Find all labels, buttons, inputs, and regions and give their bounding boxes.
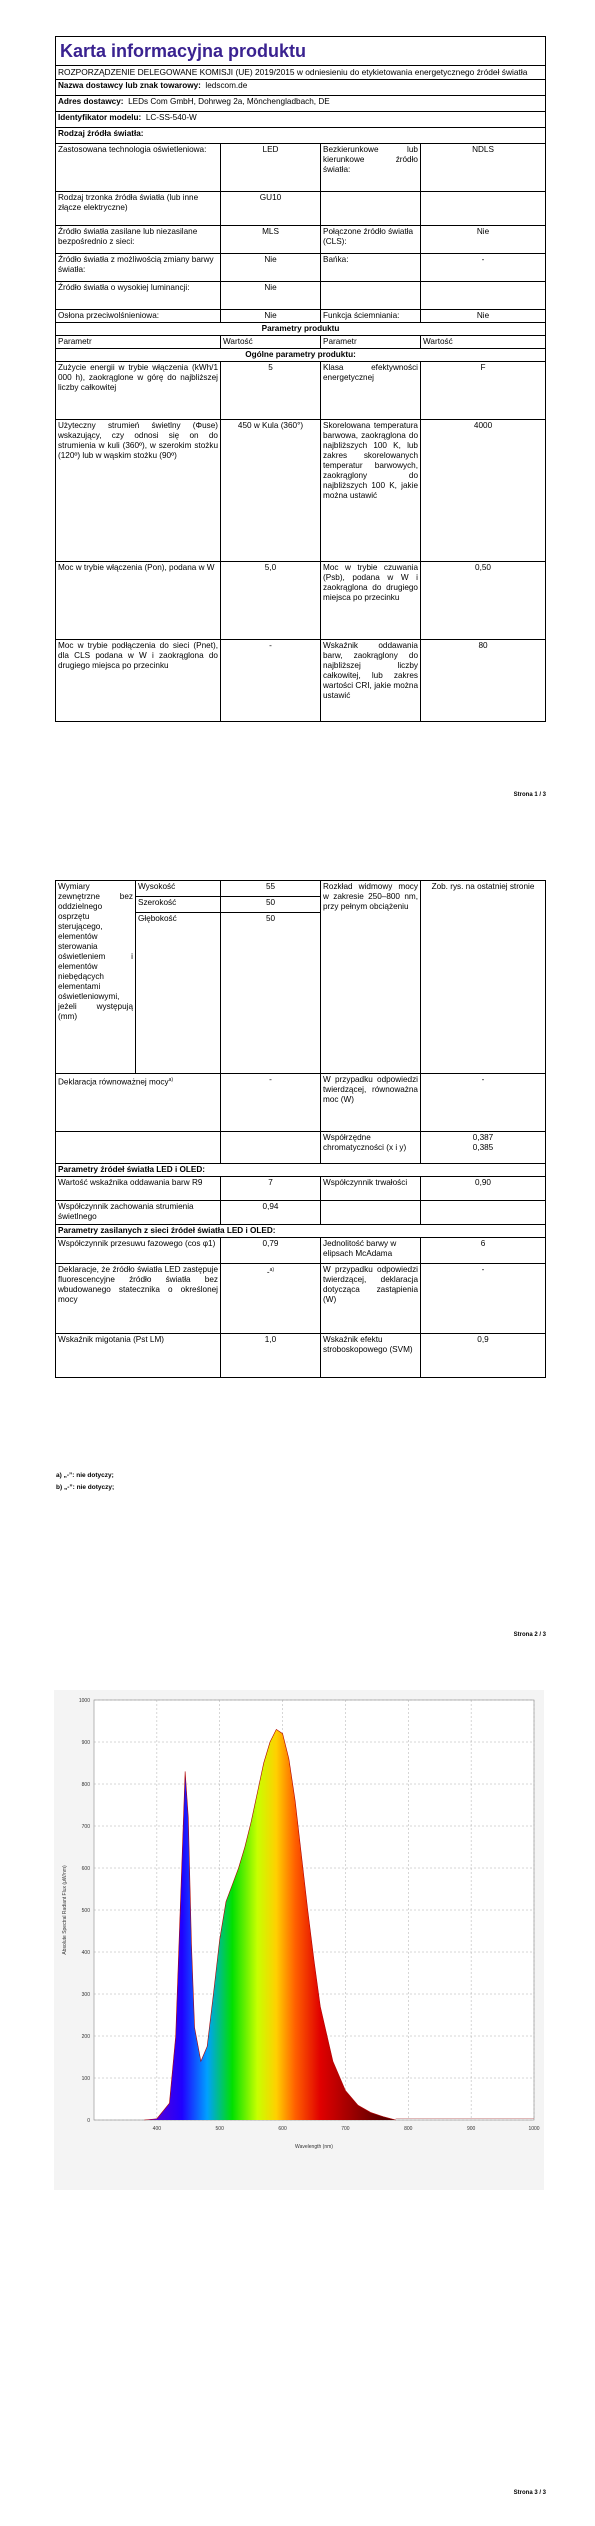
y-tick-label: 300 bbox=[81, 1992, 90, 1998]
table-cell: 5 bbox=[221, 362, 321, 420]
table-cell bbox=[321, 192, 421, 226]
table-cell: 1,0 bbox=[221, 1334, 321, 1378]
table-cell: Funkcja ściemniania: bbox=[321, 310, 421, 323]
y-tick-label: 100 bbox=[81, 2076, 90, 2082]
supplier-name-row: Nazwa dostawcy lub znak towarowy: ledscom.de bbox=[56, 80, 546, 96]
table-cell: Moc w trybie czuwania (Psb), podana w W i zaokrąglona do drugiego miejsca po przecinku bbox=[321, 562, 421, 640]
table-cell bbox=[421, 1201, 546, 1225]
table-cell: Współczynnik trwałości bbox=[321, 1177, 421, 1201]
table-cell bbox=[321, 1201, 421, 1225]
source-type-heading: Rodzaj źródła światła: bbox=[56, 128, 546, 144]
table-cell: Nie bbox=[221, 282, 321, 310]
height-value: 55 bbox=[221, 881, 321, 897]
table-cell: Zużycie energii w trybie włączenia (kWh/1 000 h), zaokrąglone w górę do najbliższej liczby całkowitej bbox=[56, 362, 221, 420]
table-cell: Jednolitość barwy w elipsach McAdama bbox=[321, 1238, 421, 1264]
table-cell: 0,79 bbox=[221, 1238, 321, 1264]
table-cell: Skorelowana temperatura barwowa, zaokrąglona do najbliższych 100 K, lub zakres skorelowanych temperatur barwowych, zaokrąglony do najbliższych 100 K, jakie można ustawić bbox=[321, 420, 421, 562]
depth-value: 50 bbox=[221, 913, 321, 1074]
table-cell: Wskaźnik migotania (Pst LM) bbox=[56, 1334, 221, 1378]
y-axis-label: Absolute Spectral Radiant Flux (μW/nm) bbox=[62, 1865, 68, 1955]
table-cell: Współrzędne chromatyczności (x i y) bbox=[321, 1132, 421, 1164]
table-cell bbox=[421, 192, 546, 226]
table-cell: - bbox=[221, 1074, 321, 1132]
table-cell: Rodzaj trzonka źródła światła (lub inne złącze elektryczne) bbox=[56, 192, 221, 226]
footnote-a: a) „-”: nie dotyczy; bbox=[56, 1472, 114, 1479]
depth-label: Głębokość bbox=[136, 913, 221, 1074]
column-header: Wartość bbox=[421, 336, 546, 349]
regulation-subtitle: ROZPORZĄDZENIE DELEGOWANE KOMISJI (UE) 2019/2015 w odniesieniu do etykietowania energetycznego źródeł światła bbox=[56, 66, 546, 80]
page-footer: Strona 1 / 3 bbox=[513, 792, 546, 798]
table-cell: MLS bbox=[221, 226, 321, 254]
table-cell: Deklaracje, że źródło światła LED zastępuje fluorescencyjne źródło światła bez wbudowanego statecznika o określonej mocy bbox=[56, 1264, 221, 1334]
y-tick-label: 1000 bbox=[78, 1698, 90, 1704]
table-cell: LED bbox=[221, 144, 321, 192]
page-footer: Strona 2 / 3 bbox=[513, 1632, 546, 1638]
table-cell: Współczynnik przesuwu fazowego (cos φ1) bbox=[56, 1238, 221, 1264]
height-label: Wysokość bbox=[136, 881, 221, 897]
table-cell: 450 w Kula (360°) bbox=[221, 420, 321, 562]
x-tick-label: 700 bbox=[341, 2126, 350, 2132]
table-cell: 5,0 bbox=[221, 562, 321, 640]
table-cell: 0,90 bbox=[421, 1177, 546, 1201]
y-tick-label: 200 bbox=[81, 2034, 90, 2040]
table-cell: 0,94 bbox=[221, 1201, 321, 1225]
led-params-heading: Parametry źródeł światła LED i OLED: bbox=[56, 1164, 546, 1177]
table-cell: 4000 bbox=[421, 420, 546, 562]
spectral-chart-svg bbox=[54, 1690, 544, 2190]
table-cell: Bezkierunkowe lub kierunkowe źródło światła: bbox=[321, 144, 421, 192]
y-tick-label: 0 bbox=[87, 2118, 90, 2124]
x-tick-label: 1000 bbox=[528, 2126, 540, 2132]
table-cell: GU10 bbox=[221, 192, 321, 226]
y-tick-label: 800 bbox=[81, 1782, 90, 1788]
supplier-address-row: Adres dostawcy: LEDs Com GmbH, Dohrweg 2a, Mönchengladbach, DE bbox=[56, 96, 546, 112]
table-cell: 7 bbox=[221, 1177, 321, 1201]
dimensions-label: Wymiary zewnętrzne bez oddzielnego osprzętu sterującego, elementów sterowania oświetleniem i elementów niebędących elementami oświetleniowymi, jeżeli występują (mm) bbox=[56, 881, 136, 1074]
table-cell: Użyteczny strumień świetlny (Φuse) wskazujący, czy odnosi się on do strumienia w kuli (360º), w szerokim stożku (120º) lub w wąskim stożku (90º) bbox=[56, 420, 221, 562]
column-header: Wartość bbox=[221, 336, 321, 349]
width-label: Szerokość bbox=[136, 897, 221, 913]
table-cell: Bańka: bbox=[321, 254, 421, 282]
table-cell: Wartość wskaźnika oddawania barw R9 bbox=[56, 1177, 221, 1201]
x-tick-label: 600 bbox=[278, 2126, 287, 2132]
page-2 bbox=[0, 860, 595, 1660]
table-cell: W przypadku odpowiedzi twierdzącej, deklaracja dotycząca zastąpienia (W) bbox=[321, 1264, 421, 1334]
table-cell: Klasa efektywności energetycznej bbox=[321, 362, 421, 420]
page-1 bbox=[0, 0, 595, 840]
table-cell: 0,9 bbox=[421, 1334, 546, 1378]
y-tick-label: 900 bbox=[81, 1740, 90, 1746]
x-tick-label: 400 bbox=[152, 2126, 162, 2132]
y-tick-label: 500 bbox=[81, 1908, 90, 1914]
table-cell: -$^{a)}$ bbox=[221, 1264, 321, 1334]
mains-params-heading: Parametry zasilanych z sieci źródeł światła LED i OLED: bbox=[56, 1225, 546, 1238]
y-tick-label: 600 bbox=[81, 1866, 90, 1872]
table-cell: Moc w trybie włączenia (Pon), podana w W bbox=[56, 562, 221, 640]
table-cell: Deklaracja równoważnej mocy$^{a)}$ bbox=[56, 1074, 221, 1132]
table-cell: Współczynnik zachowania strumienia świetlnego bbox=[56, 1201, 221, 1225]
table-cell: - bbox=[221, 640, 321, 722]
table-cell: Źródło światła zasilane lub niezasilane bezpośrednio z sieci: bbox=[56, 226, 221, 254]
x-tick-label: 900 bbox=[466, 2126, 476, 2132]
table-cell: Nie bbox=[221, 254, 321, 282]
table-cell: 0,387 0,385 bbox=[421, 1132, 546, 1164]
x-tick-label: 800 bbox=[404, 2126, 413, 2132]
table-cell bbox=[56, 1132, 221, 1164]
table-cell: - bbox=[421, 1264, 546, 1334]
column-header: Parametr bbox=[321, 336, 421, 349]
table-cell: Wskaźnik oddawania barw, zaokrąglony do najbliższej liczby całkowitej, lub zakres wartości CRI, jakie można ustawić bbox=[321, 640, 421, 722]
table-cell: 0,50 bbox=[421, 562, 546, 640]
spectral-distribution-chart bbox=[54, 1690, 544, 2190]
general-params-heading: Ogólne parametry produktu: bbox=[56, 349, 546, 362]
width-value: 50 bbox=[221, 897, 321, 913]
table-cell: F bbox=[421, 362, 546, 420]
y-tick-label: 700 bbox=[81, 1824, 90, 1830]
page-footer: Strona 3 / 3 bbox=[513, 2490, 546, 2496]
y-tick-label: 400 bbox=[81, 1950, 90, 1956]
table-cell: Moc w trybie podłączenia do sieci (Pnet), dla CLS podana w W i zaokrąglona do drugiego miejsca po przecinku bbox=[56, 640, 221, 722]
document-title: Karta informacyjna produktu bbox=[56, 37, 546, 66]
table-cell bbox=[321, 282, 421, 310]
table-cell: Nie bbox=[421, 226, 546, 254]
model-id-row: Identyfikator modelu: LC-SS-540-W bbox=[56, 112, 546, 128]
table-cell: Źródło światła o wysokiej luminancji: bbox=[56, 282, 221, 310]
table-cell: Połączone źródło światła (CLS): bbox=[321, 226, 421, 254]
footnote-b: b) „-”: nie dotyczy; bbox=[56, 1484, 115, 1491]
spectral-label: Rozkład widmowy mocy w zakresie 250–800 nm, przy pełnym obciążeniu bbox=[321, 881, 421, 1074]
table-cell: Źródło światła z możliwością zmiany barwy światła: bbox=[56, 254, 221, 282]
table-cell: Zastosowana technologia oświetleniowa: bbox=[56, 144, 221, 192]
table-cell: NDLS bbox=[421, 144, 546, 192]
table-cell: 80 bbox=[421, 640, 546, 722]
table-cell bbox=[221, 1132, 321, 1164]
product-info-table-continued bbox=[55, 880, 546, 1378]
table-cell: 6 bbox=[421, 1238, 546, 1264]
table-cell bbox=[421, 282, 546, 310]
x-axis-label: Wavelength (nm) bbox=[295, 2144, 333, 2150]
table-cell: - bbox=[421, 254, 546, 282]
x-tick-label: 500 bbox=[215, 2126, 224, 2132]
column-header: Parametr bbox=[56, 336, 221, 349]
table-cell: Wskaźnik efektu stroboskopowego (SVM) bbox=[321, 1334, 421, 1378]
product-info-table bbox=[55, 36, 546, 722]
params-heading: Parametry produktu bbox=[56, 323, 546, 336]
table-cell: - bbox=[421, 1074, 546, 1132]
table-cell: Nie bbox=[221, 310, 321, 323]
table-cell: W przypadku odpowiedzi twierdzącej, równoważna moc (W) bbox=[321, 1074, 421, 1132]
spectral-value: Zob. rys. na ostatniej stronie bbox=[421, 881, 546, 1074]
table-cell: Osłona przeciwolśnieniowa: bbox=[56, 310, 221, 323]
table-cell: Nie bbox=[421, 310, 546, 323]
